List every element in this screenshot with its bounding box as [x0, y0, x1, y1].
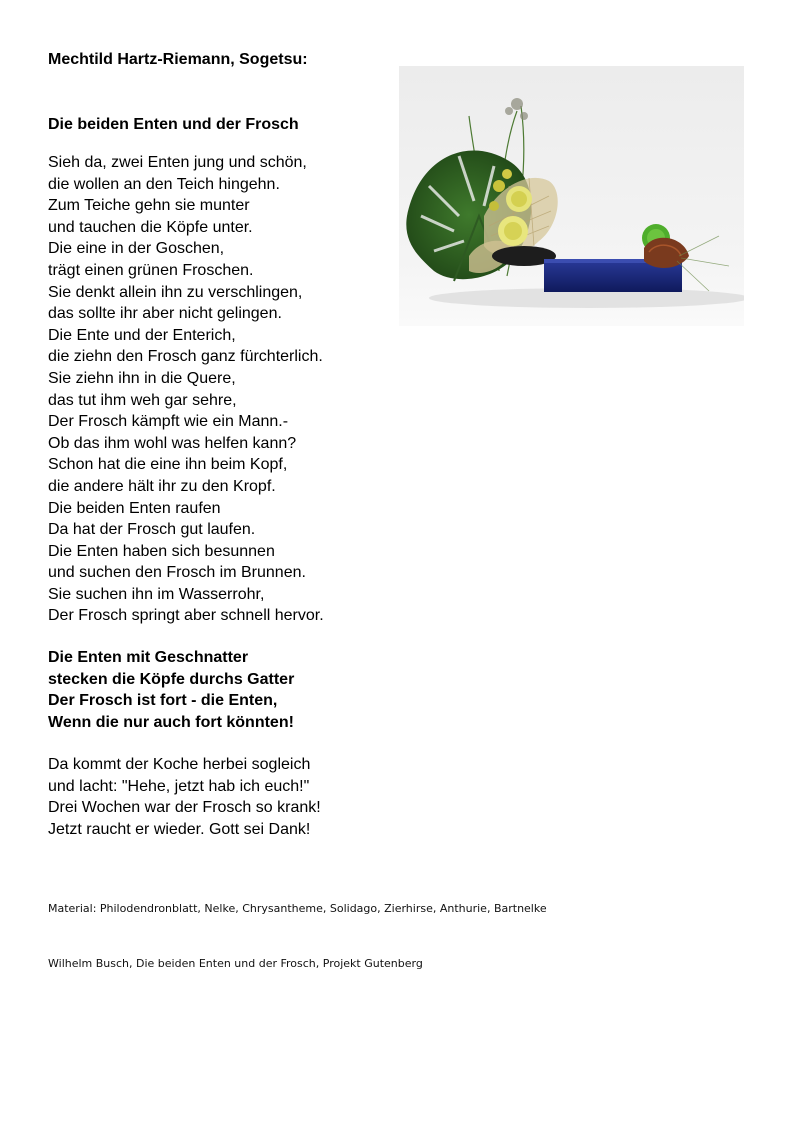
material-note: Material: Philodendronblatt, Nelke, Chrysantheme, Solidago, Zierhirse, Anthurie, Bartnelke — [48, 902, 547, 915]
ikebana-photo — [399, 66, 744, 326]
poem-line: Die eine in der Goschen, — [48, 240, 225, 258]
poem-line: trägt einen grünen Froschen. — [48, 261, 254, 279]
poem-line: Sie denkt allein ihn zu verschlingen, — [48, 283, 303, 301]
poem-line: und tauchen die Köpfe unter. — [48, 218, 253, 236]
poem-line: Ob das ihm wohl was helfen kann? — [48, 434, 297, 452]
poem-line: Sieh da, zwei Enten jung und schön, — [48, 154, 307, 171]
poem-line: Die Enten haben sich besunnen — [48, 542, 275, 560]
poem-line: Die Ente und der Enterich, — [48, 326, 236, 344]
poem-line: Die Enten mit Geschnatter — [48, 649, 249, 666]
stanza-2 — [48, 647, 294, 733]
stanza-3 — [48, 754, 321, 840]
poem-line: Sie suchen ihn im Wasserrohr, — [48, 585, 265, 603]
poem-line: Drei Wochen war der Frosch so krank! — [48, 799, 321, 817]
poem-line: die wollen an den Teich hingehn. — [48, 175, 280, 193]
poem-line: das tut ihm weh gar sehre, — [48, 391, 237, 409]
poem-line: stecken die Köpfe durchs Gatter — [48, 670, 295, 688]
poem-line: Der Frosch ist fort - die Enten, — [48, 692, 278, 710]
poem-line: Schon hat die eine ihn beim Kopf, — [48, 456, 288, 474]
poem-line: Die beiden Enten raufen — [48, 499, 221, 517]
poem-line: Zum Teiche gehn sie munter — [48, 197, 250, 215]
poem-line: Da hat der Frosch gut laufen. — [48, 521, 256, 539]
poem-line: Jetzt raucht er wieder. Gott sei Dank! — [48, 820, 311, 838]
poem-line: Sie ziehn ihn in die Quere, — [48, 369, 236, 387]
poem-line: Der Frosch kämpft wie ein Mann.- — [48, 413, 289, 431]
poem-title: Die beiden Enten und der Frosch — [48, 116, 299, 133]
poem-line: Da kommt der Koche herbei sogleich — [48, 756, 311, 773]
poem-line: und lacht: "Hehe, jetzt hab ich euch!" — [48, 777, 310, 795]
poem-line: Wenn die nur auch fort könnten! — [48, 713, 294, 731]
poem-line: Der Frosch springt aber schnell hervor. — [48, 607, 324, 625]
stanza-1 — [48, 152, 324, 627]
poem-line: die ziehn den Frosch ganz fürchterlich. — [48, 348, 323, 366]
poem-line: das sollte ihr aber nicht gelingen. — [48, 305, 282, 323]
source-note: Wilhelm Busch, Die beiden Enten und der Frosch, Projekt Gutenberg — [48, 957, 423, 970]
poem-line: die andere hält ihr zu den Kropf. — [48, 477, 276, 495]
author-heading: Mechtild Hartz-Riemann, Sogetsu: — [48, 51, 308, 68]
poem-line: und suchen den Frosch im Brunnen. — [48, 564, 306, 582]
